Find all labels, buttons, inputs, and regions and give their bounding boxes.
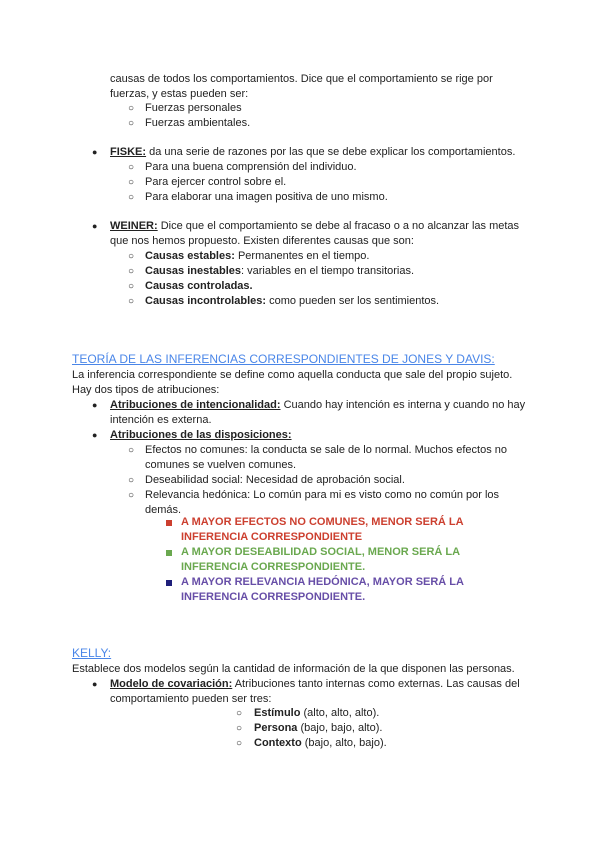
disc-bullet-icon: ● (92, 221, 98, 231)
disposition-item-line-1: Efectos no comunes: la conducta se sale de lo normal. Muchos efectos no (145, 444, 507, 456)
circle-bullet-icon: ○ (236, 708, 243, 719)
weiner-item (145, 279, 253, 294)
weiner-text: Dice que el comportamiento se debe al fracaso o a no alcanzar las metas (157, 220, 520, 232)
attr1-line-2: intención es externa. (110, 414, 212, 426)
kelly-item-term: Contexto (254, 737, 302, 749)
weiner-item (145, 264, 414, 279)
disc-bullet-icon: ● (92, 400, 98, 410)
circle-bullet-icon: ○ (128, 177, 135, 188)
circle-bullet-icon: ○ (128, 490, 135, 501)
weiner-item-term: Causas controladas. (145, 280, 253, 292)
kelly-item (254, 706, 379, 721)
weiner-name: WEINER: (110, 220, 158, 232)
kelly-item-desc: (bajo, alto, bajo). (301, 737, 387, 749)
model-line-2: comportamiento pueden ser tres: (110, 693, 272, 705)
disc-bullet-icon: ● (92, 147, 98, 157)
model-line-1 (110, 677, 520, 692)
kelly-item (254, 736, 387, 751)
weiner-item-term: Causas incontrolables: (145, 295, 267, 307)
weiner-item-desc: como pueden ser los sentimientos. (266, 295, 440, 307)
circle-bullet-icon: ○ (128, 103, 135, 114)
square-bullet-icon (166, 520, 172, 526)
attr1-term: Atribuciones de intencionalidad: (110, 399, 281, 411)
circle-bullet-icon: ○ (128, 296, 135, 307)
kelly-item (254, 721, 382, 736)
fiske-item: Para ejercer control sobre el. (145, 176, 287, 188)
weiner-item (145, 294, 439, 309)
disposition-item-line-1: Relevancia hedónica: Lo común para mi es visto como no común por los (145, 489, 500, 501)
square-bullet-icon (166, 550, 172, 556)
circle-bullet-icon: ○ (128, 162, 135, 173)
rule-line-1: A MAYOR DESEABILIDAD SOCIAL, MENOR SERÁ LA (181, 546, 461, 558)
weiner-item (145, 249, 369, 264)
kelly-item-desc: (alto, alto, alto). (300, 707, 380, 719)
weiner-item-term: Causas inestables (145, 265, 241, 277)
circle-bullet-icon: ○ (128, 251, 135, 262)
circle-bullet-icon: ○ (236, 738, 243, 749)
circle-bullet-icon: ○ (128, 266, 135, 277)
disposition-item-line-2: comunes se vuelven comunes. (145, 459, 297, 471)
rule-line-2: INFERENCIA CORRESPONDIENTE. (181, 591, 366, 603)
square-bullet-icon (166, 580, 172, 586)
fiske-line (110, 145, 515, 160)
jones-heading: TEORÍA DE LAS INFERENCIAS CORRESPONDIENTES DE JONES Y DAVIS: (72, 352, 495, 366)
circle-bullet-icon: ○ (236, 723, 243, 734)
model-text: Atribuciones tanto internas como externas. Las causas del (232, 678, 520, 690)
circle-bullet-icon: ○ (128, 281, 135, 292)
circle-bullet-icon: ○ (128, 118, 135, 129)
intro-item: Fuerzas personales (145, 102, 242, 114)
rule-line-1: A MAYOR RELEVANCIA HEDÓNICA, MAYOR SERÁ LA (181, 576, 464, 588)
disposition-item-line-2: demás. (145, 504, 182, 516)
rule-line-2: INFERENCIA CORRESPONDIENTE (181, 531, 363, 543)
circle-bullet-icon: ○ (128, 475, 135, 486)
weiner-line-2: que nos hemos propuesto. Existen diferentes causas que son: (110, 235, 414, 247)
circle-bullet-icon: ○ (128, 445, 135, 456)
disc-bullet-icon: ● (92, 430, 98, 440)
kelly-item-desc: (bajo, bajo, alto). (297, 722, 383, 734)
attr1-text: Cuando hay intención es interna y cuando no hay (280, 399, 526, 411)
fiske-text: da una serie de razones por las que se debe explicar los comportamientos. (146, 146, 516, 158)
fiske-item: Para elaborar una imagen positiva de uno mismo. (145, 191, 388, 203)
attr1-line-1 (110, 398, 525, 413)
fiske-name: FISKE: (110, 146, 147, 158)
circle-bullet-icon: ○ (128, 192, 135, 203)
model-term: Modelo de covariación: (110, 678, 233, 690)
kelly-heading: KELLY: (72, 646, 112, 660)
intro-line-1: causas de todos los comportamientos. Dice que el comportamiento se rige por (110, 73, 493, 85)
kelly-paragraph: Establece dos modelos según la cantidad de información de la que disponen las personas. (72, 663, 515, 675)
weiner-item-term: Causas estables: (145, 250, 235, 262)
weiner-item-desc: Permanentes en el tiempo. (234, 250, 370, 262)
weiner-line-1 (110, 219, 519, 234)
rule-line-2: INFERENCIA CORRESPONDIENTE. (181, 561, 366, 573)
kelly-item-term: Persona (254, 722, 298, 734)
weiner-item-desc: : variables en el tiempo transitorias. (241, 265, 415, 277)
jones-paragraph-2: Hay dos tipos de atribuciones: (72, 384, 220, 396)
fiske-item: Para una buena comprensión del individuo. (145, 161, 357, 173)
intro-line-2: fuerzas, y estas pueden ser: (110, 88, 249, 100)
jones-paragraph-1: La inferencia correspondiente se define como aquella conducta que sale del propio sujeto. (72, 369, 513, 381)
intro-item: Fuerzas ambientales. (145, 117, 251, 129)
disposition-item-line-1: Deseabilidad social: Necesidad de aprobación social. (145, 474, 405, 486)
disc-bullet-icon: ● (92, 679, 98, 689)
attr2-term: Atribuciones de las disposiciones: (110, 429, 292, 441)
rule-line-1: A MAYOR EFECTOS NO COMUNES, MENOR SERÁ LA (181, 516, 464, 528)
kelly-item-term: Estímulo (254, 707, 301, 719)
